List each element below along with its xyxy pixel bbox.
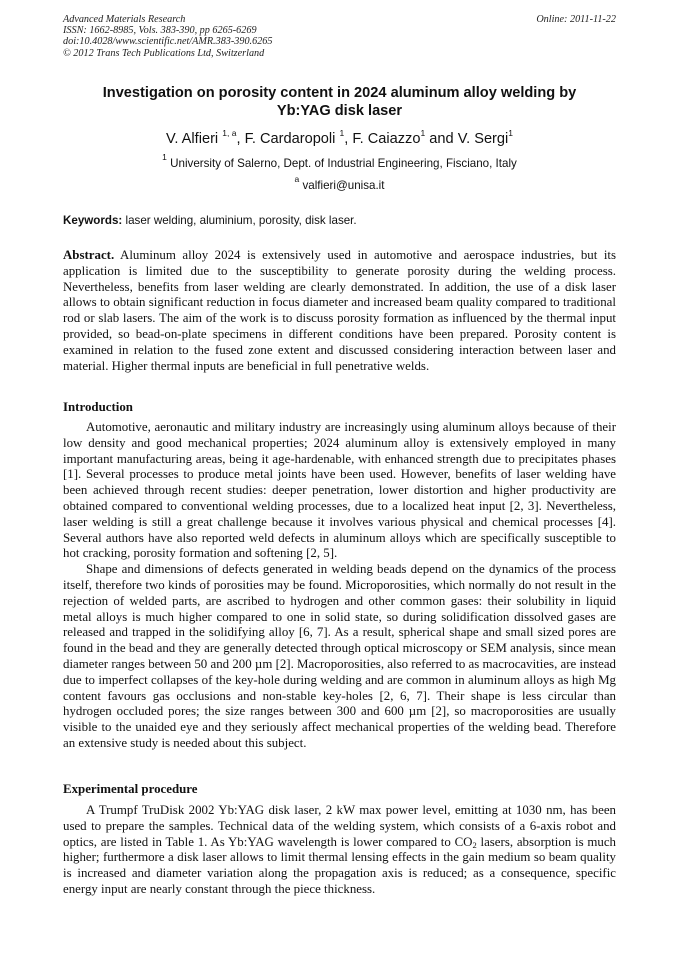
keywords-text: laser welding, aluminium, porosity, disk laser.	[125, 214, 357, 227]
contact-email: $^a$ valfieri@unisa.it	[294, 174, 385, 192]
keywords	[63, 214, 616, 227]
author-name: V. Sergi	[457, 131, 509, 147]
experimental-body	[63, 803, 616, 898]
affiliation: $^1$ University of Salerno, Dept. of Industrial Engineering, Fisciano, Italy	[162, 152, 517, 170]
author-affiliation-mark: 1	[508, 128, 514, 138]
abstract-label: Abstract.	[63, 248, 115, 262]
online-date: Online: 2011-11-22	[536, 14, 616, 25]
author-affiliation-mark: 1, a	[222, 128, 237, 138]
title-line-1: Investigation on porosity content in 2024 aluminum alloy welding by	[102, 85, 577, 101]
paper-title	[63, 84, 616, 120]
paragraph: Automotive, aeronautic and military industry are increasingly using aluminum alloys because of their low density and good mechanical properties; 2024 aluminum alloy is extensively employed in many important manufacturing areas, being it age-hardenable, with enhanced strength due to precipitates phases [1]. Several processes to produce metal joints have been used. However, benefits of laser welding have been achieved through recent studies: deeper penetration, lower distortion and higher productivity are obtained compared to conventional welding processes, due to a localized heat input [2, 3]. Nevertheless, laser welding is still a great challenge because it involves various physical and chemical processes [4]. Several authors have also reported weld defects in aluminum alloys which are specifically susceptible to hot cracking, porosity formation and softening [2, 5].	[63, 420, 616, 561]
copyright-line: © 2012 Trans Tech Publications Ltd, Switzerland	[63, 47, 265, 59]
abstract	[63, 248, 616, 374]
author-name: F. Caiazzo	[352, 131, 421, 147]
author-affiliation-mark: 1	[339, 128, 345, 138]
keywords-label: Keywords:	[63, 214, 123, 227]
author-affiliation-mark: 1	[420, 128, 426, 138]
section-heading-introduction: Introduction	[63, 400, 133, 414]
section-heading-experimental: Experimental procedure	[63, 782, 198, 796]
author-name: V. Alfieri	[165, 131, 219, 147]
title-line-2: Yb:YAG disk laser	[276, 103, 403, 119]
introduction-body	[63, 420, 616, 752]
abstract-text: Aluminum alloy 2024 is extensively used in automotive and aerospace industries, but its application is limited due to the susceptibility to generate porosity during the welding process. Nevertheless, benefits from laser welding are clearly demonstrated. In addition, the use of a disk laser allows to obtain significant reduction in focus diameter and increased beam quality compared to traditional rod or slab lasers. The aim of the work is to discuss porosity formation as influenced by the thermal input provided, so bead-on-plate specimens in different conditions have been prepared. Porosity content is examined in relation to the fused zone extent and discussed considering interaction between laser and material. Higher thermal inputs are beneficial in full penetrative welds.	[63, 248, 617, 373]
doi-line: doi:10.4028/www.scientific.net/AMR.383-390.6265	[63, 36, 273, 48]
author-name: F. Cardaropoli	[244, 131, 336, 147]
publication-header	[63, 14, 616, 59]
author-list: V. Alfieri $^{1, a}$, F. Cardaropoli $^1$, F. Caiazzo$^1$ and V. Sergi$^1$	[165, 128, 514, 147]
journal-name: Advanced Materials Research	[63, 14, 186, 25]
email-link[interactable]: valfieri@unisa.it	[302, 179, 385, 192]
paragraph: A Trumpf TruDisk 2002 Yb:YAG disk laser, 2 kW max power level, emitting at 1030 nm, has been used to prepare the samples. Technical data of the welding system, which consists of a 6-axis robot and optics, are listed in Table 1. As Yb:YAG wavelength is lower compared to $CO_2$ lasers, absorption is much higher; furthermore a disk laser allows to limit thermal lensing effects in the gain medium so beam quality is increased and diameter variation along the propagation axis is reduced; as a consequence, specific energy input are nearly constant through the piece thickness.	[63, 803, 616, 896]
issn-line: ISSN: 1662-8985, Vols. 383-390, pp 6265-6269	[63, 25, 257, 37]
paragraph: Shape and dimensions of defects generated in welding beads depend on the dynamics of the process itself, therefore two kinds of porosities may be found. Microporosities, which normally do not result in the rejection of welded parts, are ascribed to hydrogen and other common gases: their solubility in liquid metal alloys is much higher compared to one in solid state, so during solidification dissolved gases are released and trapped in the solidifying alloy [6, 7]. As a result, spherical shape and small sized pores are found in the bead and they are generally detected through optical microscopy or SEM analysis, since mean diameter ranges between 50 and 200 µm [2]. Macroporosities, also referred to as macrocavities, are instead due to imperfect collapses of the key-hole during welding and are common in aluminum alloys as high Mg content favours gas occlusions and non-stable key-holes [2, 6, 7]. Their shape is less circular than hydrogen occluded pores; the size ranges between 300 and 600 µm [2], so macroporosities are usually visible to the unaided eye and they seriously affect mechanical properties of the welding bead. Therefore an extensive study is needed about this subject.	[63, 562, 616, 750]
